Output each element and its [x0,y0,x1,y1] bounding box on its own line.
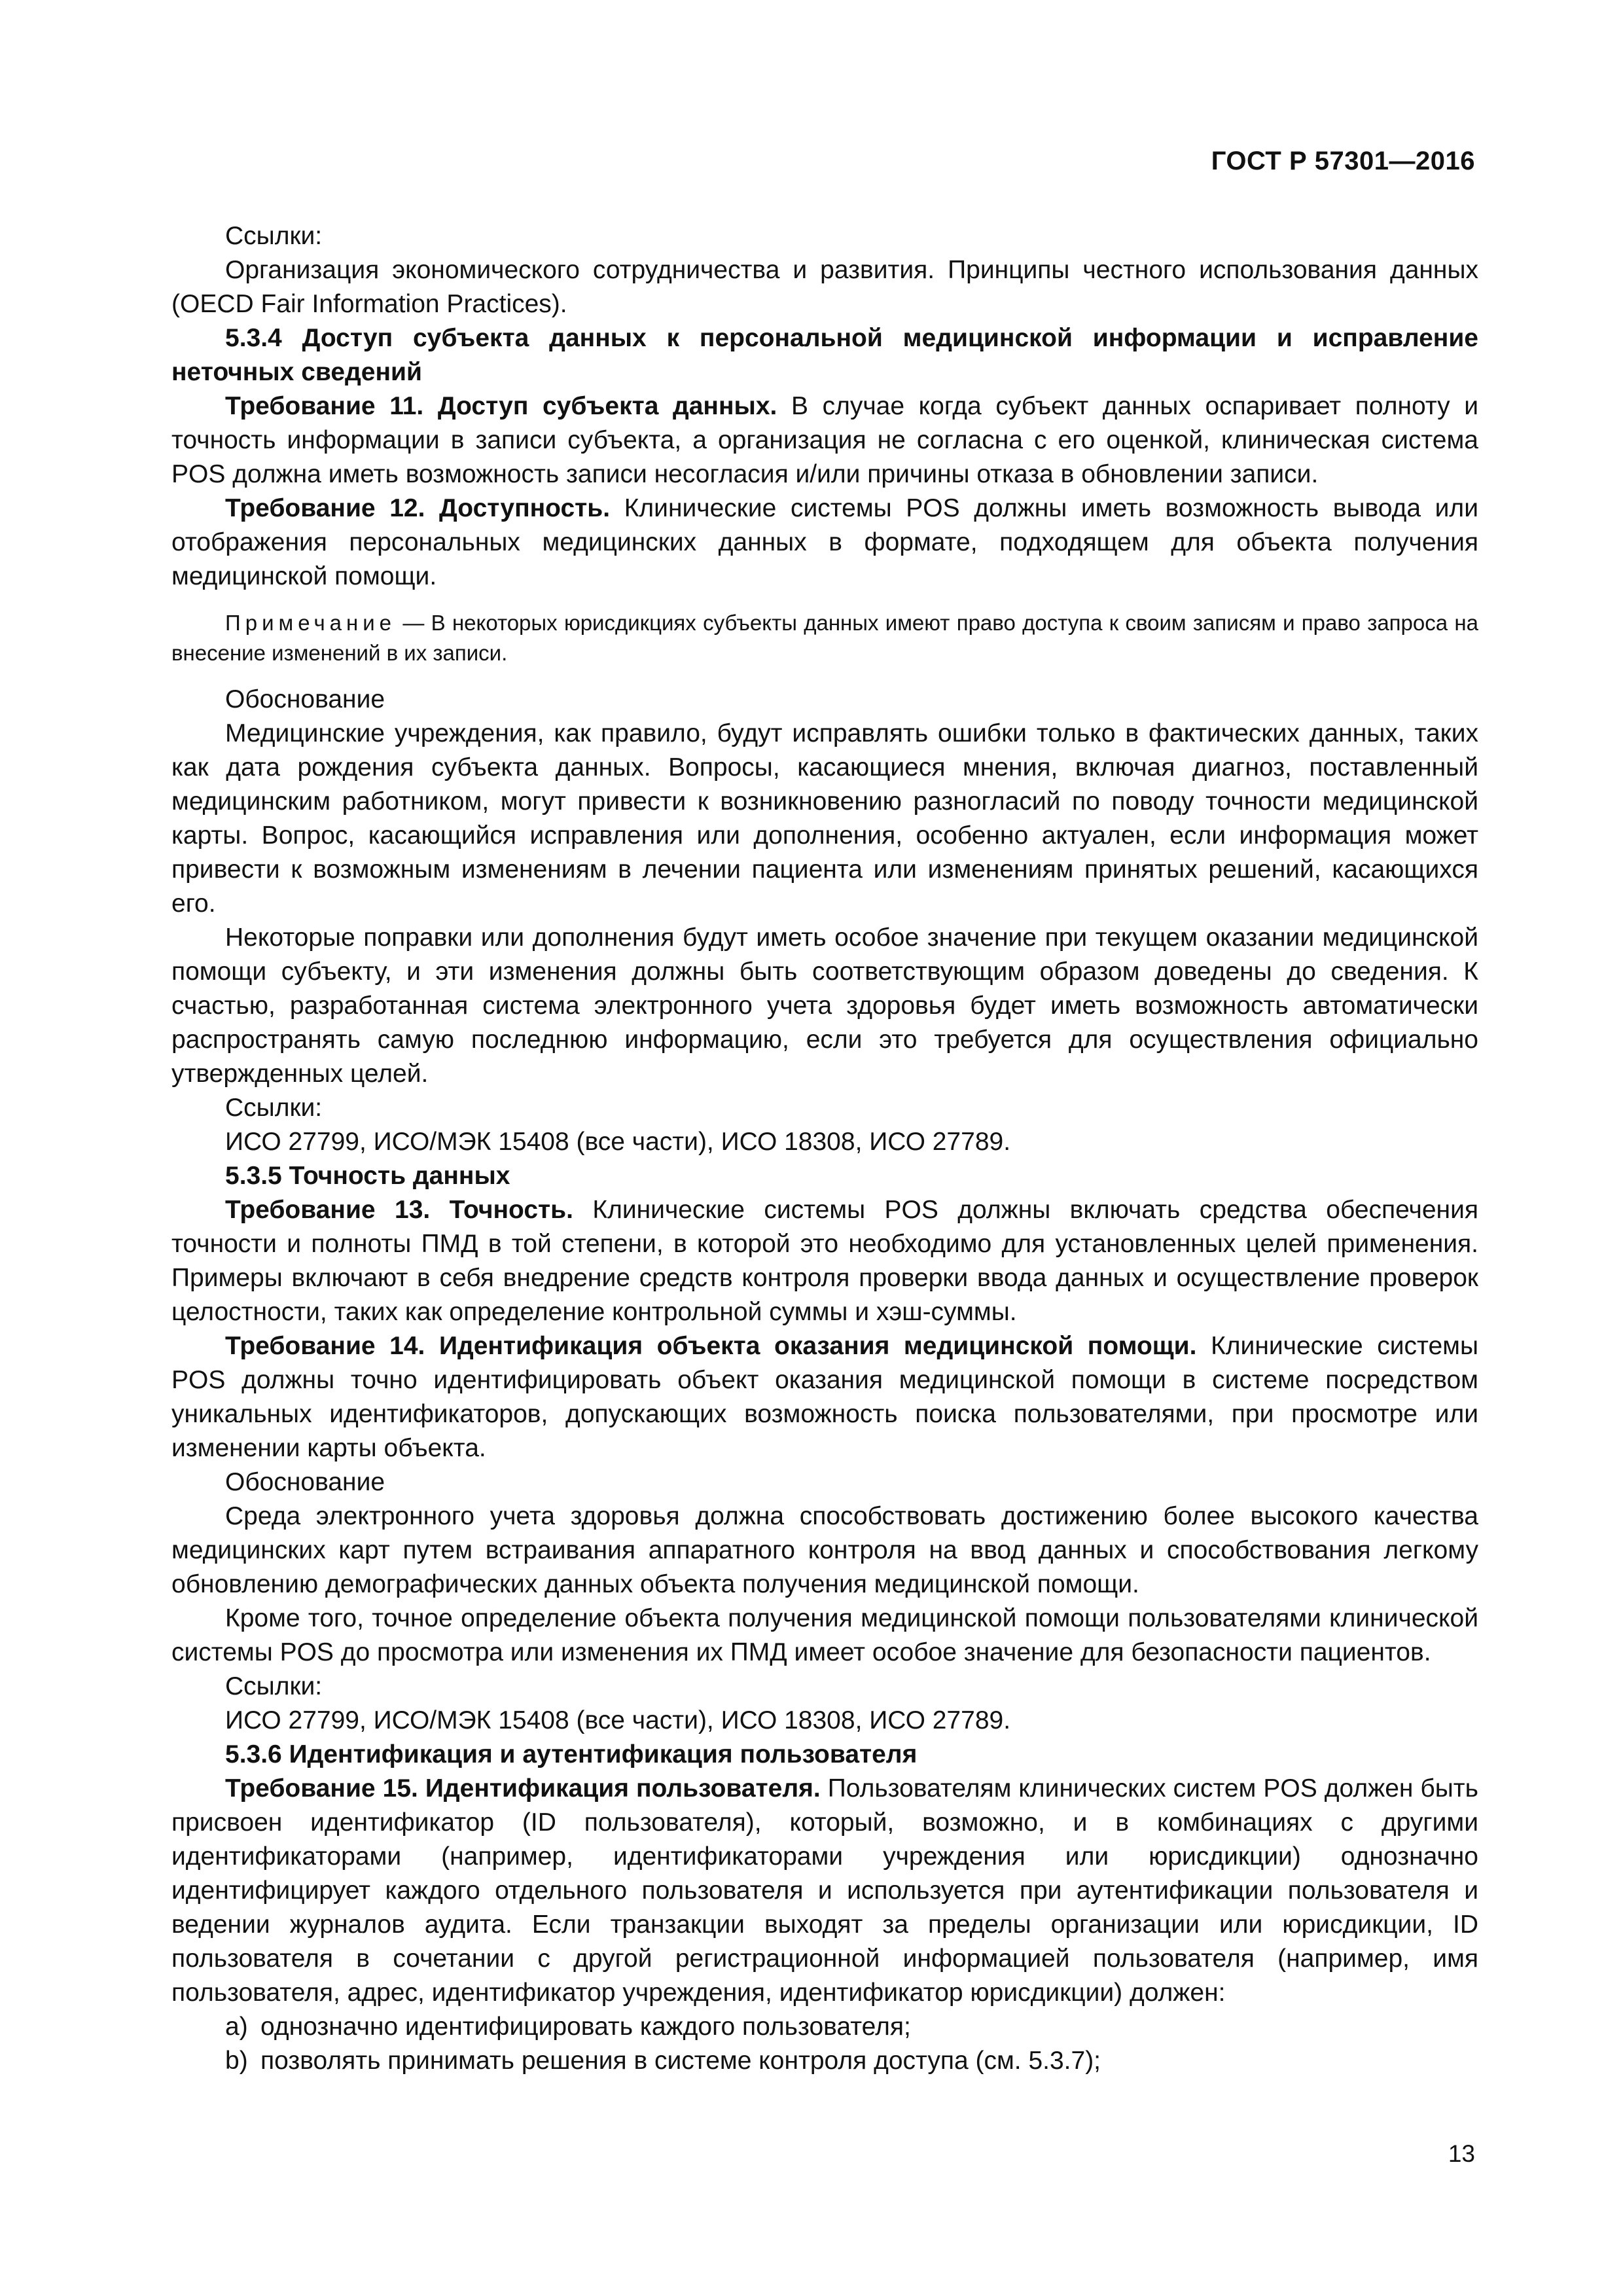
requirement-14 [171,1329,1478,1465]
rationale-label: Обоснование [225,1468,385,1496]
page-number: 13 [1448,2140,1475,2167]
document-number: ГОСТ Р 57301—2016 [1211,147,1475,175]
section-heading-5-3-6: 5.3.6 Идентификация и аутентификация пользователя [225,1740,918,1768]
requirement-12-title: Требование 12. Доступность. [225,494,611,522]
rationale-paragraph: Медицинские учреждения, как правило, будут исправлять ошибки только в фактических данных, таких как дата рождения субъекта данных. Вопросы, касающиеся мнения, включая диагноз, поставленный медицинским работником, могут привести к возникновению разногласий по поводу точности медицинской карты. Вопрос, касающийся исправления или дополнения, особенно актуален, если информация может привести к возможным изменениям в лечении пациента или изменениям принятых решений, касающихся его. [171,719,1478,918]
requirement-11-title: Требование 11. Доступ субъекта данных. [225,392,777,420]
reference-text: Организация экономического сотрудничества и развития. Принципы честного использования данных (OECD Fair Information Practices). [171,256,1478,318]
note [171,608,1478,668]
references-list: ИСО 27799, ИСО/МЭК 15408 (все части), ИСО 18308, ИСО 27789. [225,1128,1011,1156]
rationale-paragraph: Кроме того, точное определение объекта получения медицинской помощи пользователями клинической системы POS до просмотра или изменения их ПМД имеет особое значение для безопасности пациентов. [171,1604,1478,1666]
requirement-13-text: Клинические системы POS должны включать средства обеспечения точности и полноты ПМД в той степени, в которой это необходимо для установленных целей применения. Примеры включают в себя внедрение средств контроля проверки ввода данных и осуществление проверок целостности, таких как определение контрольной суммы и хэш-суммы. [171,1196,1478,1326]
references-label: Ссылки: [225,1094,323,1122]
references-list: ИСО 27799, ИСО/МЭК 15408 (все части), ИСО 18308, ИСО 27789. [225,1706,1011,1734]
section-heading-5-3-4: 5.3.4 Доступ субъекта данных к персональной медицинской информации и исправление неточных сведений [171,324,1478,386]
list-marker: а) [225,2013,248,2041]
section-heading-5-3-5: 5.3.5 Точность данных [225,1162,510,1190]
list-item-text: однозначно идентифицировать каждого пользователя; [260,2013,911,2041]
note-label: Примечание [225,611,397,635]
requirement-13-title: Требование 13. Точность. [225,1196,573,1224]
requirement-12-text: Клинические системы POS должны иметь возможность вывода или отображения персональных медицинских данных в формате, подходящем для объекта получения медицинской помощи. [171,494,1478,590]
list-item [171,2010,1478,2044]
references-label: Ссылки: [225,1672,323,1700]
list-marker: b) [225,2047,248,2075]
requirement-11-text: В случае когда субъект данных оспаривает полноту и точность информации в записи субъекта, а организация не согласна с его оценкой, клиническая система POS должна иметь возможность записи несогласия и/или причины отказа в обновлении записи. [171,392,1478,488]
page-body [171,219,1478,2078]
requirement-15-title: Требование 15. Идентификация пользователя. [225,1774,821,1803]
requirement-11 [171,389,1478,492]
rationale-paragraph: Некоторые поправки или дополнения будут иметь особое значение при текущем оказании медицинской помощи субъекту, и эти изменения должны быть соответствующим образом доведены до сведения. К счастью, разработанная система электронного учета здоровья будет иметь возможность автоматически распространять самую последнюю информацию, если это требуется для осуществления официально утвержденных целей. [171,924,1478,1088]
requirement-15 [171,1772,1478,2010]
requirement-15-text: Пользователям клинических систем POS должен быть присвоен идентификатор (ID пользователя), который, возможно, и в комбинациях с другими идентификаторами (например, идентификаторами учреждения или юрисдикции) однозначно идентифицирует каждого отдельного пользователя и используется при аутентификации пользователя и ведении журналов аудита. Если транзакции выходят за пределы организации или юрисдикции, ID пользователя в сочетании с другой регистрационной информацией пользователя (например, имя пользователя, адрес, идентификатор учреждения, идентификатор юрисдикции) должен: [171,1774,1478,2007]
rationale-label: Обоснование [225,685,385,713]
requirement-14-title: Требование 14. Идентификация объекта оказания медицинской помощи. [225,1332,1197,1360]
requirement-13 [171,1193,1478,1329]
references-label: Ссылки: [225,222,323,250]
list-item [171,2044,1478,2078]
list-item-text: позволять принимать решения в системе контроля доступа (см. 5.3.7); [260,2047,1101,2075]
requirement-14-text: Клинические системы POS должны точно идентифицировать объект оказания медицинской помощи в системе посредством уникальных идентификаторов, допускающих возможность поиска пользователями, при просмотре или изменении карты объекта. [171,1332,1478,1462]
note-text: — В некоторых юрисдикциях субъекты данных имеют право доступа к своим записям и право запроса на внесение изменений в их записи. [171,611,1478,665]
requirement-12 [171,492,1478,594]
rationale-paragraph: Среда электронного учета здоровья должна способствовать достижению более высокого качества медицинских карт путем встраивания аппаратного контроля на ввод данных и способствования легкому обновлению демографических данных объекта получения медицинской помощи. [171,1502,1478,1598]
